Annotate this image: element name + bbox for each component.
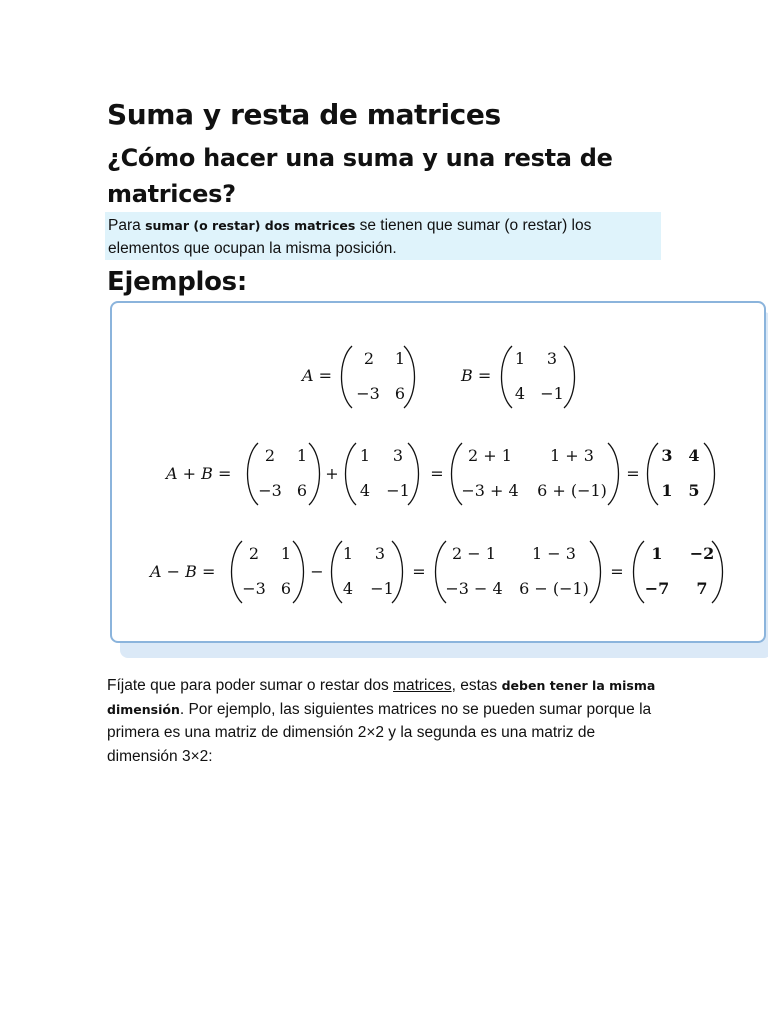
eq3-m1-left-paren [232,541,243,603]
eq1-a-cell: −3 [356,384,380,403]
eq1-b-cell: 4 [514,384,526,403]
callout-suffix: se tienen que sumar (o restar) los elementos que ocupan la misma posición. [108,217,592,257]
callout-prefix: Para [108,217,146,234]
page-title: Suma y resta de matrices [107,98,501,131]
matrices-link[interactable]: matrices [393,677,452,694]
eq2-m1-right-paren [309,443,320,505]
note-text-1: Fíjate que para poder sumar o restar dos [107,677,394,694]
eq1-b-label: B = [461,366,492,385]
eq3-lhs: A − B = [150,562,216,581]
eq2-m4-cell: 4 [688,446,700,465]
eq2-m2-cell: 4 [359,481,371,500]
eq2-m4-cell: 1 [661,481,673,500]
eq3-m4-cell: 1 [651,544,663,563]
callout-text [105,212,661,260]
equation-difference [148,541,723,603]
eq2-m4-left-paren [648,443,659,505]
eq1-b-cell: 3 [546,349,558,368]
eq1-a-right-paren [404,346,415,408]
eq2-m1-left-paren [248,443,259,505]
eq3-m2-cell: 4 [342,579,354,598]
eq2-m3-cell: −3 + 4 [461,481,519,500]
eq3-m4-cell: −2 [689,544,715,563]
eq1-a-cell: 6 [394,384,406,403]
eq2-m2-cell: 1 [359,446,371,465]
eq1-a-left-paren [342,346,353,408]
eq3-m4-cell: 7 [696,579,708,598]
example-box [110,301,766,643]
callout-strong: sumar (o restar) dos matrices [145,218,356,233]
eq3-m3-cell: 1 − 3 [532,544,576,563]
eq1-b-right-paren [564,346,575,408]
eq2-lhs: A + B = [166,464,232,483]
eq2-m2-cell: −1 [386,481,410,500]
eq3-m3-cell: 2 − 1 [452,544,496,563]
eq1-b-left-paren [502,346,513,408]
eq2-m1-cell: 1 [296,446,308,465]
eq1-b-cell: 1 [514,349,526,368]
math-equations [112,303,764,641]
eq2-m3-cell: 2 + 1 [468,446,512,465]
eq1-b-cell: −1 [540,384,564,403]
eq2-plus: + [325,464,339,483]
note-text-2: , estas [451,677,502,694]
eq2-m1-cell: 2 [264,446,276,465]
eq2-m2-cell: 3 [392,446,404,465]
eq3-m3-cell: −3 − 4 [445,579,503,598]
eq2-m1-cell: −3 [258,481,282,500]
eq3-m3-right-paren [590,541,601,603]
note-strong: deben tener la misma dimensión [107,678,656,717]
eq3-equals-a: = [412,562,426,581]
eq2-m3-right-paren [608,443,619,505]
eq3-m1-cell: 1 [280,544,292,563]
eq2-m2-left-paren [346,443,357,505]
eq3-m1-cell: 6 [280,579,292,598]
eq2-m3-cell: 1 + 3 [550,446,594,465]
eq2-m1-cell: 6 [296,481,308,500]
eq3-m2-cell: 1 [342,544,354,563]
eq3-m1-cell: 2 [248,544,260,563]
section-subtitle: ¿Cómo hacer una suma y una resta de matrices? [107,144,613,208]
examples-heading: Ejemplos: [107,267,247,297]
eq3-minus: − [310,562,324,581]
eq3-m2-cell: −1 [370,579,394,598]
eq3-m3-cell: 6 − (−1) [519,579,589,598]
dimension-note [107,674,667,768]
eq1-a-cell: 1 [394,349,406,368]
eq3-m1-right-paren [293,541,304,603]
eq3-m1-cell: −3 [242,579,266,598]
eq2-m4-right-paren [704,443,715,505]
eq1-a-cell: 2 [363,349,375,368]
equation-sum [164,443,715,505]
eq3-equals-b: = [610,562,624,581]
eq2-m4-cell: 5 [688,481,700,500]
eq3-m2-cell: 3 [374,544,386,563]
eq2-equals-b: = [626,464,640,483]
eq1-a-label: A = [302,366,333,385]
eq3-m4-cell: −7 [644,579,670,598]
note-text-3: . Por ejemplo, las siguientes matrices no se pueden sumar porque la primera es una matriz de dimensión 2×2 y la segunda es una matriz de dimensión 3×2: [107,700,652,765]
equation-definitions [300,346,575,408]
eq3-m4-left-paren [634,541,645,603]
eq2-m3-cell: 6 + (−1) [537,481,607,500]
eq2-m4-cell: 3 [661,446,673,465]
eq3-m2-left-paren [332,541,343,603]
eq2-equals-a: = [430,464,444,483]
definition-callout [105,212,661,260]
